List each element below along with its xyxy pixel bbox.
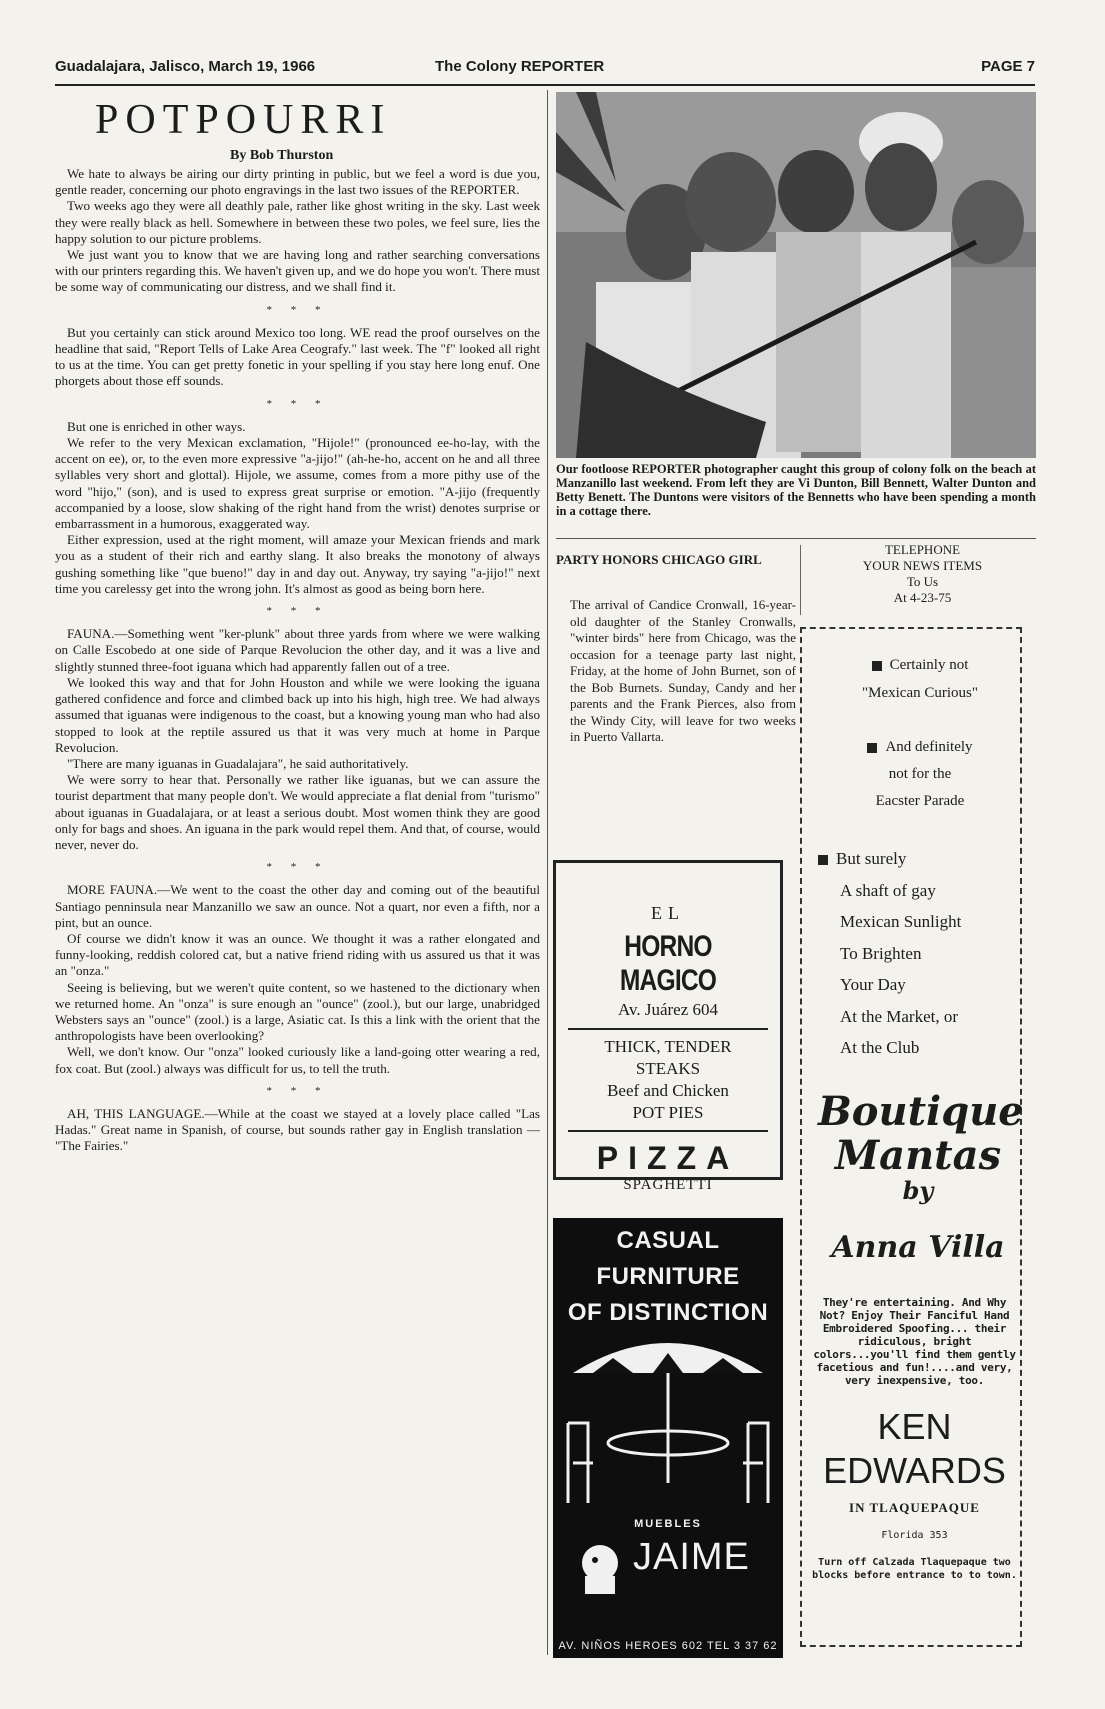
ad-name-line: EDWARDS bbox=[823, 1450, 1006, 1491]
telephone-line: YOUR NEWS ITEMS bbox=[862, 558, 983, 573]
ad-line: To Brighten bbox=[840, 944, 922, 963]
ad-address: AV. NIÑOS HEROES 602 TEL 3 37 62 bbox=[558, 1640, 778, 1652]
logo-word: by bbox=[902, 1176, 934, 1205]
telephone-line: TELEPHONE bbox=[884, 542, 961, 557]
umbrella-table-icon bbox=[553, 1313, 783, 1513]
logo-word: Boutique bbox=[818, 1088, 1024, 1135]
ad-menu-line: POT PIES bbox=[632, 1103, 704, 1122]
ad-line: A shaft of gay bbox=[840, 881, 936, 900]
newspaper-name: The Colony REPORTER bbox=[435, 58, 605, 75]
ad-headline: FURNITURE bbox=[596, 1263, 740, 1290]
paragraph: Two weeks ago they were all deathly pale, rather like ghost writing in the sky. Last week they were really black as hell. Somewhere in between these two poles, we feel sure, lies the happy solution to our picture problems. bbox=[55, 198, 540, 246]
ad-text: Certainly not bbox=[889, 657, 969, 673]
byline: By Bob Thurston bbox=[230, 148, 334, 163]
ad-muebles: MUEBLES bbox=[634, 1518, 702, 1530]
ad-spaghetti: SPAGHETTI bbox=[623, 1177, 713, 1193]
paragraph: AH, THIS LANGUAGE.—While at the coast we stayed at a lovely place called "Las Hadas." Great name in Spanish, of course, but sounds rather gay in English translation — "The Fairies." bbox=[55, 1105, 540, 1154]
ad-line: Eacster Parade bbox=[875, 793, 965, 809]
ad-headline: CASUAL bbox=[616, 1227, 720, 1254]
paragraph: Of course we didn't know it was an ounce. We thought it was a rather elongated and funny-looking, reddish colored cat, but a native friend riding with us assured us that it was an "onza." bbox=[55, 930, 540, 979]
dateline: Guadalajara, Jalisco, March 19, 1966 bbox=[55, 58, 316, 75]
ad-line: Mexican Sunlight bbox=[840, 912, 962, 931]
telephone-line: To Us bbox=[906, 574, 939, 589]
ad-line: At the Market, or bbox=[840, 1007, 959, 1026]
paragraph: FAUNA.—Something went "ker-plunk" about three yards from where we were walking on Calle Escobedo at one side of Parque Revolucion the other day, and it was a live and slightly stunned three-foot iguana which had apparently fallen out of a tree. bbox=[55, 626, 540, 674]
paragraph: We were sorry to hear that. Personally we rather like iguanas, but we can assure the tourist department that many people don't. We would appreciate a flat denial from "turismo" about iguanas in Guadalajara, or at least a serious doubt. Most women think they are good only for bags and shoes. An iguana in the park would repel them. And that, of course, would never, never do. bbox=[55, 772, 540, 852]
photo-caption: Our footloose REPORTER photographer caught this group of colony folk on the beach at Manzanillo last weekend. From left they are Vi Dunton, Bill Bennett, Walter Dunton and Betty Benett. The Duntons were visitors of the Bennetts who have been spending a month in a cottage there. bbox=[556, 462, 1036, 518]
separator: * * * bbox=[266, 397, 329, 410]
column-body bbox=[55, 166, 540, 1155]
ad-name-line: KEN bbox=[877, 1406, 952, 1447]
separator: * * * bbox=[266, 1084, 329, 1097]
elephant-logo-icon bbox=[575, 1538, 625, 1598]
beach-photo bbox=[556, 92, 1036, 458]
ken-edwards-name bbox=[812, 1405, 1017, 1493]
logo-word: Mantas bbox=[834, 1132, 1002, 1179]
paragraph: We hate to always be airing our dirty printing in public, but we feel a word is due you, gentle reader, concerning our photo engravings in the last two issues of the REPORTER. bbox=[55, 166, 540, 198]
ad-line: Your Day bbox=[840, 975, 906, 994]
ad-menu-line: THICK, TENDER bbox=[604, 1037, 732, 1056]
ad-text: And definitely bbox=[885, 739, 973, 755]
paragraph: Either expression, used at the right moment, will amaze your Mexican friends and mark you as a student of their rich and earthy slang. It also breaks the monotony of always gushing something like "que bueno!" day in and day out. Anyway, try saying "a-jijo!" next time you carelessy get into the wrong john. It's almost as good as being born here. bbox=[55, 532, 540, 596]
paragraph: We looked this way and that for John Houston and while we were looking the iguana gathered confidence and force and climbed back up into his high, high tree. We had always assumed that iguanas were indigenous to the coast, but a knowing young man who had also stopped to look at the reptile assured us that it was very much at home in Parque Revolucion. bbox=[55, 674, 540, 755]
jaime-furniture-ad bbox=[553, 1218, 783, 1658]
ad-address: Av. Juárez 604 bbox=[617, 1000, 719, 1019]
telephone-notice bbox=[810, 542, 1035, 606]
ad-line: At the Club bbox=[840, 1038, 920, 1057]
ad-line bbox=[820, 655, 1020, 675]
ad-menu-line: Beef and Chicken bbox=[607, 1081, 729, 1100]
paragraph: MORE FAUNA.—We went to the coast the other day and coming out of the beautiful Santiago penninsula near Manzanillo we saw an ounce. Not a quart, nor even a fifth, nor a pint, but an ounce. bbox=[55, 882, 540, 930]
paragraph: We just want you to know that we are having long and rather searching conversations with our printers regarding this. We haven't given up, and we do hope you won't. There must be some way of communicating our distress, and we shall find it. bbox=[55, 247, 541, 295]
ad-address: Florida 353 bbox=[881, 1530, 948, 1541]
anna-villa-logo: Anna Villa bbox=[831, 1230, 1005, 1265]
divider bbox=[556, 538, 1036, 539]
separator: * * * bbox=[266, 861, 329, 874]
column-title: POTPOURRI bbox=[95, 97, 392, 143]
boutique-mantas-logo bbox=[818, 1088, 1024, 1205]
paragraph: Well, we don't know. Our "onza" looked curiously like a land-going otter wearing a red, fox coat. But (zool.) always was difficult for us, to tell the truth. bbox=[55, 1044, 540, 1076]
paragraph: But one is enriched in other ways. bbox=[67, 418, 246, 434]
ad-line bbox=[818, 843, 906, 875]
ad-directions: Turn off Calzada Tlaquepaque two blocks before entrance to to town. bbox=[812, 1557, 1017, 1581]
photo-figures bbox=[556, 92, 1036, 458]
separator: * * * bbox=[266, 303, 329, 316]
ad-menu-line: STEAKS bbox=[635, 1059, 701, 1078]
bullet-icon bbox=[867, 743, 877, 753]
column-rule bbox=[547, 90, 548, 1655]
ad-line bbox=[820, 737, 1020, 757]
ad-blurb: They're entertaining. And Why Not? Enjoy Their Fanciful Hand Embroidered Spoofing... their ridiculous, bright colors...you'll find them gently facetious and fun!....and very, very inexpensive, too. bbox=[813, 1296, 1016, 1387]
ad-pizza: PIZZA bbox=[596, 1140, 740, 1176]
party-story: The arrival of Candice Cronwall, 16-year-old daughter of the Stanley Cronwalls, "winter birds" here from Chicago, was the occasion for a teenage party last night, Friday, at the home of John Burnet, son of the Bob Burnets. Sunday, Candy and her parents and the Frank Pierces, also from the Windy City, will leave for two weeks in Puerto Vallarta. bbox=[570, 597, 796, 744]
ad-line: not for the bbox=[888, 766, 952, 782]
party-headline: PARTY HONORS CHICAGO GIRL bbox=[556, 552, 762, 567]
bullet-icon bbox=[818, 855, 828, 865]
paragraph: Seeing is believing, but we weren't quite content, so we hastened to the dictionary when we returned home. An "onza" is sure enough an "ounce" (zool.), but our large, unabridged Websters says an "ounce" (zool.) is a large, Asiatic cat. Is this a link with the orient that the anthropologists have been overlooking? bbox=[55, 979, 540, 1044]
page-number: PAGE 7 bbox=[981, 58, 1035, 75]
horno-magico-ad bbox=[553, 860, 783, 1193]
paragraph: We refer to the very Mexican exclamation, "Hijole!" (pronounced ee-ho-lay, with the accent on ee), or, to the even more expressive "a-jijo!" (ah-he-ho, accent on he and all three syllables very short and glottal). Hijole, we assume, comes from a more pithy use of the word "hijo," (son), and is used to express great surprise or emotion. "A-jijo (frequently accompanied by a loose, slow shaking of the right hand from the wrist) denotes surprise or embarrassment in a humorous, exaggerated way. bbox=[55, 435, 540, 532]
ad-headline: OF DISTINCTION bbox=[567, 1299, 769, 1326]
divider bbox=[568, 1028, 768, 1030]
ad-line: "Mexican Curious" bbox=[862, 685, 978, 701]
paragraph: "There are many iguanas in Guadalajara", he said authoritatively. bbox=[67, 755, 409, 771]
ad-text: But surely bbox=[836, 849, 907, 868]
paragraph: But you certainly can stick around Mexico too long. WE read the proof ourselves on the headline that said, "Report Tells of Lake Area Ceografy." last week. The "f" looked all right to us at the time. You can get pretty fonetic in your spelling if you stay here long enuf. One phorgets about those eff sounds. bbox=[55, 324, 540, 389]
bullet-icon bbox=[872, 661, 882, 671]
ad-el: EL bbox=[651, 903, 685, 923]
ad-restaurant-name: HORNO MAGICO bbox=[619, 930, 717, 997]
telephone-line: At 4-23-75 bbox=[893, 590, 952, 605]
ad-brand: JAIME bbox=[633, 1536, 750, 1578]
masthead bbox=[55, 58, 1035, 86]
divider bbox=[800, 545, 801, 615]
separator: * * * bbox=[266, 605, 329, 618]
ad-location: IN TLAQUEPAQUE bbox=[849, 1500, 980, 1515]
divider bbox=[568, 1130, 768, 1132]
